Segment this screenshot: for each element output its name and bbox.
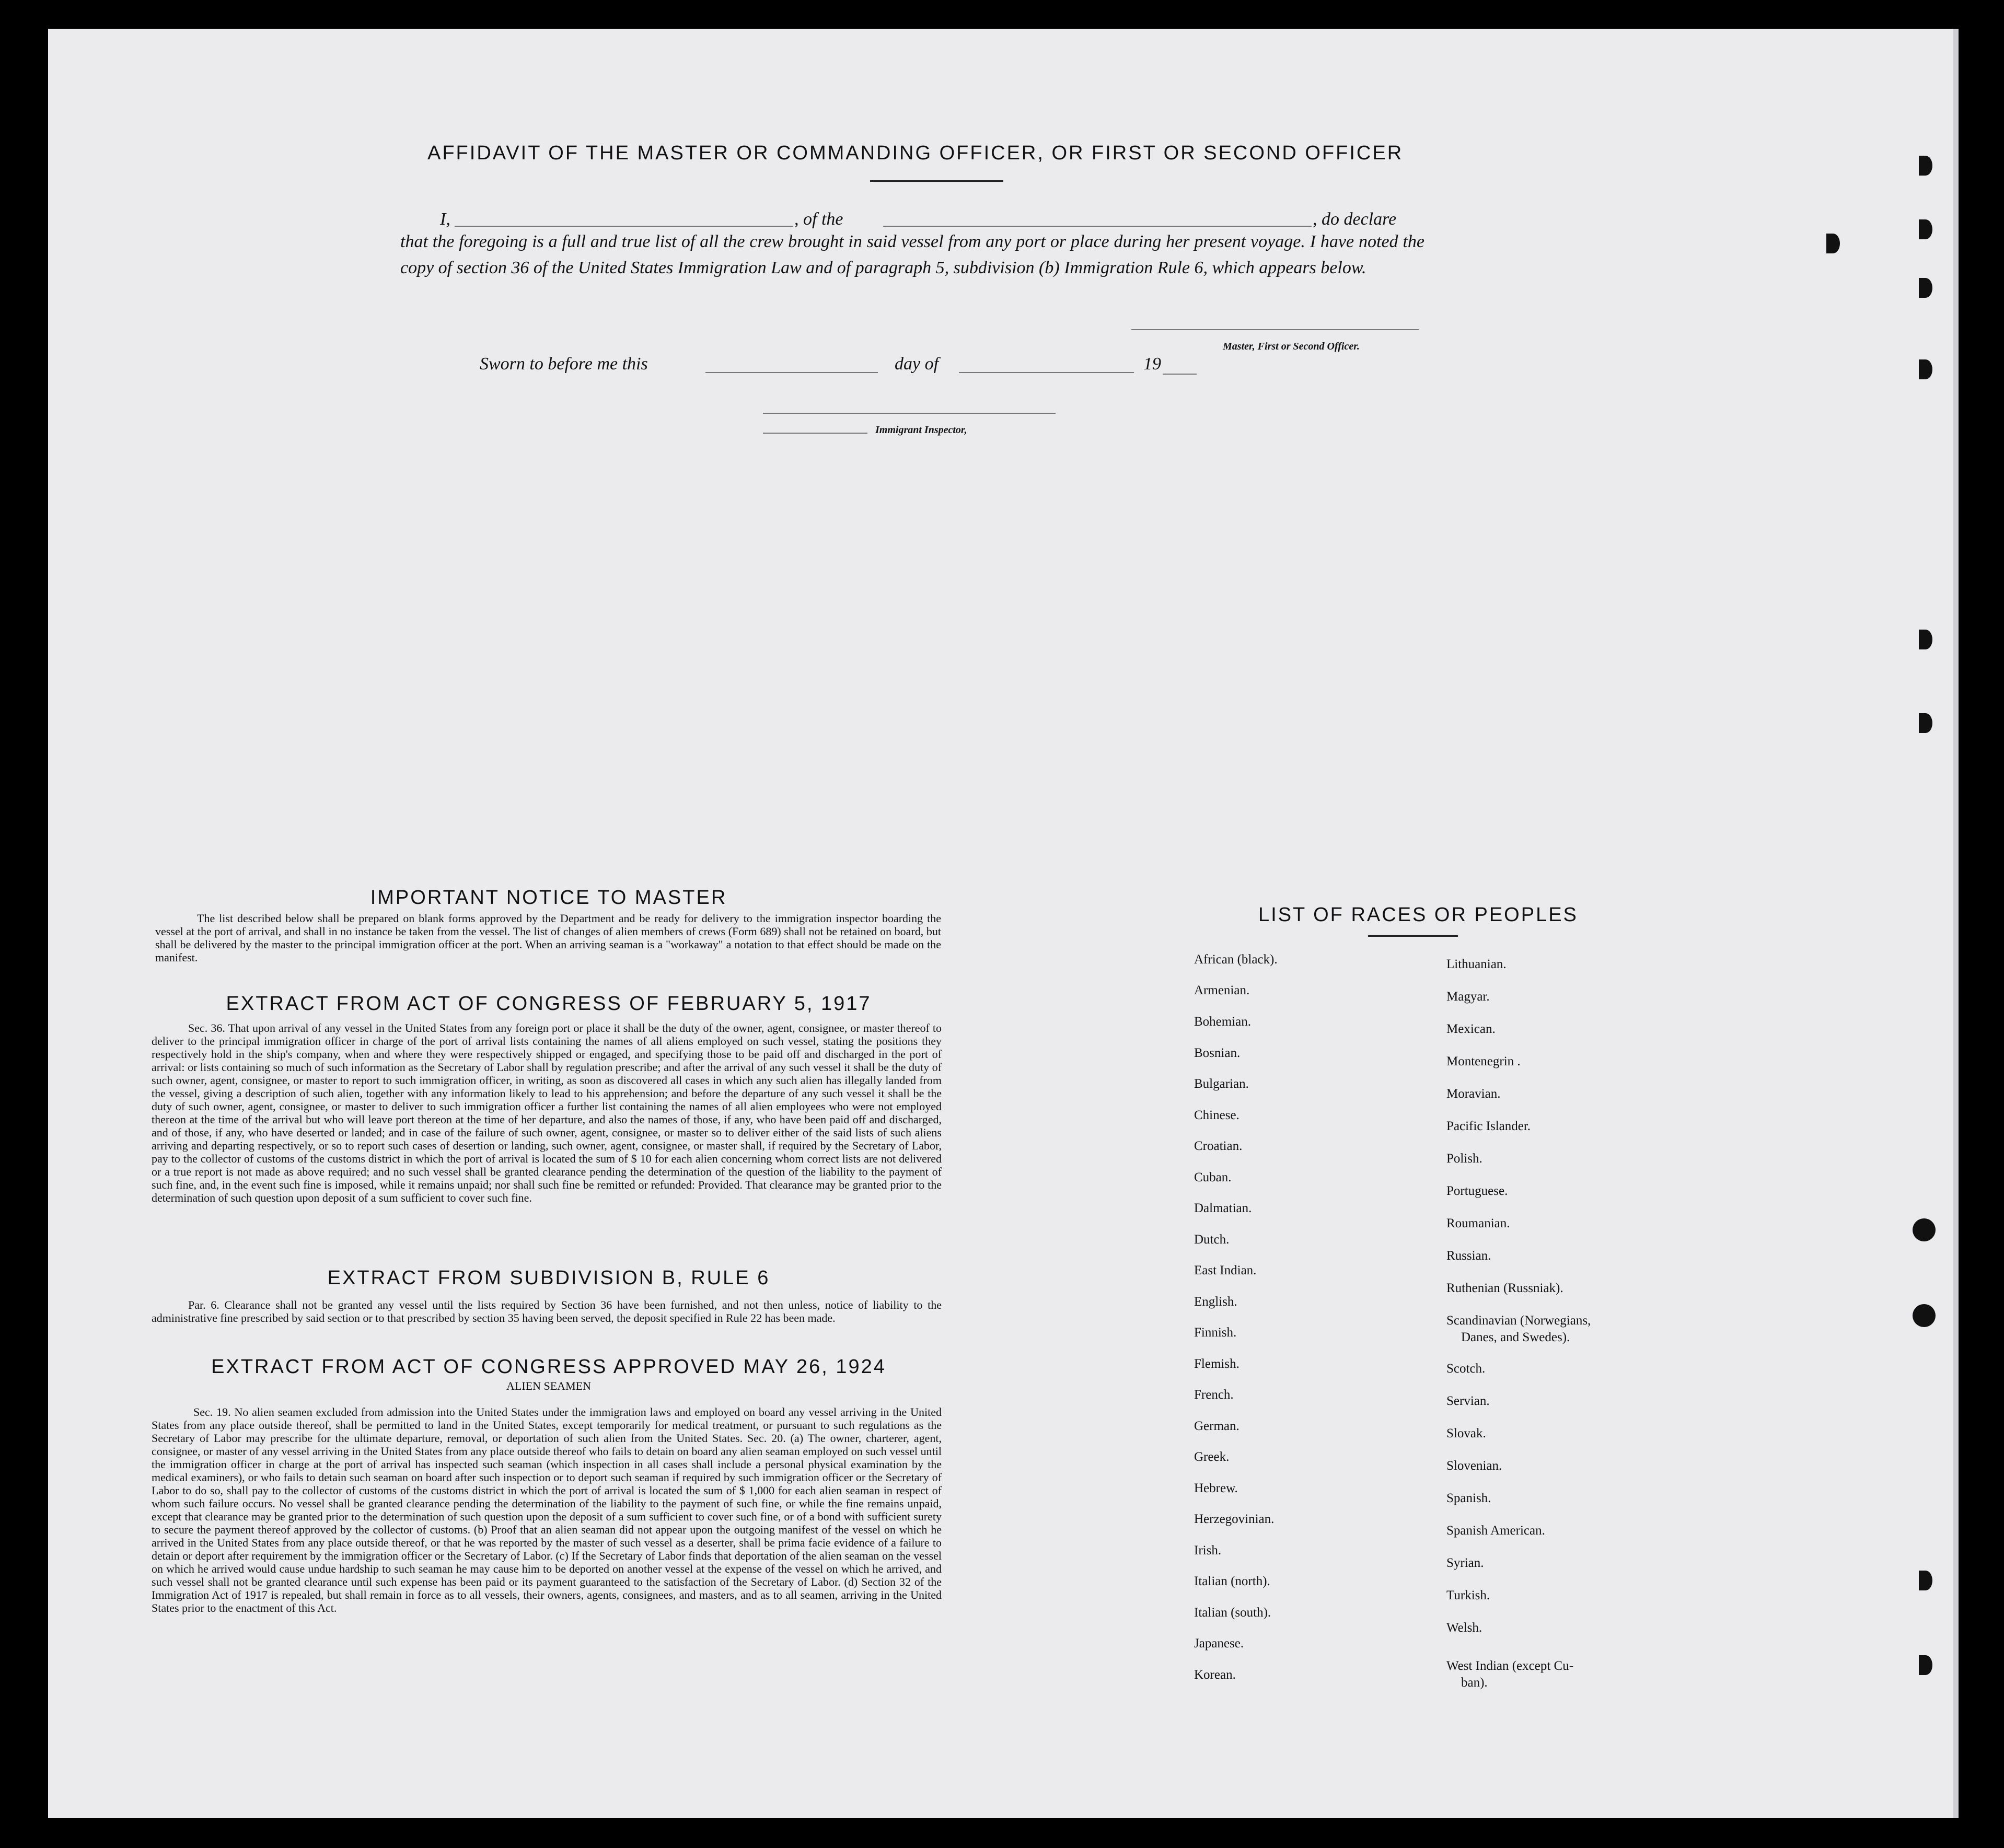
signature-blank-line[interactable]	[1131, 329, 1419, 330]
inspector-prefix-line	[763, 433, 867, 434]
race-item: Turkish.	[1446, 1588, 1490, 1602]
race-item: Scotch.	[1446, 1362, 1486, 1376]
race-item: Welsh.	[1446, 1621, 1482, 1635]
subdivision-text: Par. 6. Clearance shall not be granted any vessel until the lists required by Section 36 have been furnished, and not then unless, notice of liability to the administrative fine prescribed by said section or to that prescribed by section 35 having been served, the deposit specified in Rule 22 has been made.	[152, 1298, 942, 1324]
extract-1917-text: Sec. 36. That upon arrival of any vessel in the United States from any foreign port or place it shall be the duty of the owner, agent, consignee, or master thereof to deliver to the principal immigration officer in charge of the port of arrival lists containing the names of all aliens employed on such vessel, stating the positions they respectively hold in the ship's company, when and where they were respectively shipped or engaged, and specifying those to be paid off and discharged in the port of arrival: or lists containing so much of such information as the Secretary of Labor shall by regulation prescribe; and after the arrival of any such vessel it shall be the duty of such owner, agent, consignee, or master to report to such immigration officer, in writing, as soon as discovered all cases in which any such alien has illegally landed from the vessel, giving a description of such alien, together with any information likely to lead to his apprehension; and before the departure of any such vessel it shall be the duty of such owner, agent, consignee, or master to deliver to such immigration officer a further list containing the names of all alien employees who were not employed thereon at the time of the arrival but who will leave port thereon at the time of her departure, and also the names of those, if any, who have been paid off and discharged, and of those, if any, who have deserted or landed; and in case of the failure of such owner, agent, consignee, or master so to deliver either of the said lists of such aliens arriving and departing respectively, or so to report such cases of desertion or landing, such owner, agent, consignee, or master shall, if required by the Secretary of Labor, pay to the collector of customs of the customs district in which the port of arrival is located the sum of $ 10 for each alien concerning whom correct lists are not delivered or a true report is not made as above required; and no such vessel shall be granted clearance pending the determination of the question of the liability to the payment of such fine, and, in the event such fine is imposed, while it remains unpaid; nor shall such fine be remitted or refunded: Provided. That clearance may be granted prior to the determination of such question upon deposit of a sum sufficient to cover such fine.	[152, 1021, 942, 1204]
race-item: Montenegrin .	[1446, 1054, 1521, 1068]
binder-hole-icon	[1919, 1571, 1932, 1590]
races-title: LIST OF RACES OR PEOPLES	[1258, 904, 1578, 926]
race-item: Lithuanian.	[1446, 957, 1507, 971]
race-item: Chinese.	[1194, 1108, 1240, 1122]
binder-hole-icon	[1919, 278, 1932, 298]
extract-1917-title: EXTRACT FROM ACT OF CONGRESS OF FEBRUARY 5, 1917	[226, 993, 872, 1015]
race-item: Syrian.	[1446, 1556, 1484, 1570]
race-item: East Indian.	[1194, 1263, 1257, 1277]
race-item-continued: Danes, and Swedes).	[1461, 1330, 1570, 1344]
affidavit-title: AFFIDAVIT OF THE MASTER OR COMMANDING OFFICER, OR FIRST OR SECOND OFFICER	[427, 142, 1404, 164]
race-item: Japanese.	[1194, 1636, 1244, 1651]
race-item: English.	[1194, 1295, 1237, 1309]
race-item: Flemish.	[1194, 1357, 1240, 1371]
binder-hole-icon	[1919, 219, 1932, 239]
race-item: Spanish.	[1446, 1491, 1491, 1505]
race-item: Polish.	[1446, 1152, 1482, 1166]
name-blank-line[interactable]	[455, 226, 793, 227]
race-item: German.	[1194, 1419, 1240, 1433]
race-item: Irish.	[1194, 1543, 1222, 1558]
race-item: Roumanian.	[1446, 1216, 1510, 1230]
affidavit-declare: , do declare	[1313, 210, 1397, 229]
race-item: Greek.	[1194, 1450, 1230, 1464]
race-item: Spanish American.	[1446, 1524, 1545, 1538]
race-item: Herzegovinian.	[1194, 1512, 1275, 1526]
race-item: Ruthenian (Russniak).	[1446, 1281, 1563, 1295]
race-item: Dutch.	[1194, 1233, 1230, 1247]
binder-hole-icon	[1826, 234, 1840, 253]
race-item: Scandinavian (Norwegians,	[1446, 1314, 1591, 1328]
inspector-blank-line[interactable]	[763, 413, 1056, 414]
binder-hole-icon	[1919, 359, 1932, 379]
race-item: Armenian.	[1194, 983, 1250, 997]
binder-hole-icon	[1919, 156, 1932, 176]
signature-label: Master, First or Second Officer.	[1223, 341, 1360, 352]
race-item: Dalmatian.	[1194, 1201, 1252, 1215]
race-item: Pacific Islander.	[1446, 1119, 1531, 1133]
binder-hole-icon	[1919, 713, 1932, 733]
race-item: Italian (north).	[1194, 1574, 1270, 1588]
subdivision-title: EXTRACT FROM SUBDIVISION B, RULE 6	[327, 1267, 770, 1289]
notice-title: IMPORTANT NOTICE TO MASTER	[370, 887, 727, 909]
year-prefix: 19	[1143, 354, 1161, 374]
race-item: French.	[1194, 1388, 1234, 1402]
race-item: West Indian (except Cu-	[1446, 1659, 1574, 1673]
extract-1924-subtitle: ALIEN SEAMEN	[506, 1379, 591, 1392]
affidavit-i: I,	[440, 210, 450, 229]
binder-hole-icon	[1919, 630, 1932, 649]
extract-1924-title: EXTRACT FROM ACT OF CONGRESS APPROVED MAY 26, 1924	[211, 1356, 886, 1378]
race-item: Slovenian.	[1446, 1459, 1502, 1473]
title-underline	[870, 180, 1003, 182]
race-item: Finnish.	[1194, 1326, 1237, 1340]
race-item: Russian.	[1446, 1249, 1491, 1263]
vessel-blank-line[interactable]	[883, 226, 1312, 227]
race-item: Korean.	[1194, 1668, 1236, 1682]
binder-hole-icon	[1913, 1218, 1936, 1241]
race-item: Cuban.	[1194, 1170, 1232, 1184]
race-item: Bulgarian.	[1194, 1077, 1249, 1091]
race-item-continued: ban).	[1461, 1676, 1488, 1690]
binder-hole-icon	[1913, 1304, 1936, 1327]
race-item: Servian.	[1446, 1394, 1490, 1408]
race-item: Hebrew.	[1194, 1481, 1238, 1495]
sworn-month-blank[interactable]	[959, 372, 1134, 373]
sworn-label: Sworn to before me this	[480, 354, 648, 374]
race-item: Italian (south).	[1194, 1606, 1271, 1620]
race-item: Moravian.	[1446, 1087, 1501, 1101]
year-blank[interactable]	[1163, 374, 1197, 375]
affidavit-body: that the foregoing is a full and true list of all the crew brought in said vessel from any port or place during her present voyage. I have noted the copy of section 36 of the United States Immigration Law and of paragraph 5, subdivision (b) Immigration Rule 6, which appears below.	[400, 232, 1424, 277]
race-item: Bosnian.	[1194, 1046, 1241, 1060]
race-item: Slovak.	[1446, 1426, 1486, 1440]
race-item: Portuguese.	[1446, 1184, 1508, 1198]
race-item: Croatian.	[1194, 1139, 1243, 1153]
binder-hole-icon	[1919, 1655, 1932, 1675]
notice-text: The list described below shall be prepared on blank forms approved by the Department and be ready for delivery to the immigration inspector boarding the vessel at the port of arrival, and shall in no instance be taken from the vessel. The list of changes of alien members of crews (Form 689) shall not be retained on board, but shall be delivered by the master to the principal immigration officer at the port. When an arriving seaman is a "workaway" a notation to that effect should be made on the manifest.	[155, 912, 941, 964]
race-item: Bohemian.	[1194, 1015, 1252, 1029]
races-underline	[1368, 935, 1458, 937]
race-item: Mexican.	[1446, 1022, 1496, 1036]
affidavit-of-the: , of the	[794, 210, 843, 229]
race-item: Magyar.	[1446, 990, 1490, 1004]
sworn-day-blank[interactable]	[705, 372, 878, 373]
race-item: African (black).	[1194, 952, 1278, 967]
day-of-label: day of	[895, 354, 939, 374]
inspector-label: Immigrant Inspector,	[875, 424, 967, 436]
extract-1924-text: Sec. 19. No alien seamen excluded from admission into the United States under the immigration laws and employed on board any vessel arriving in the United States from any place outside thereof, shall be permitted to land in the United States, except temporarily for medical treatment, or pursuant to such regulations as the Secretary of Labor may prescribe for the ultimate departure, removal, or deportation of such alien from the United States. Sec. 20. (a) The owner, charterer, agent, consignee, or master of any vessel arriving in the United States from any place outside thereof who fails to detain on board any alien seaman employed on such vessel until the immigration officer in charge at the port of arrival has inspected such seaman (which inspection in all cases shall include a personal physical examination by the medical examiners), or who fails to detain such seaman on board after such inspection or to deport such seaman if required by such immigration officer or the Secretary of Labor to do so, shall pay to the collector of customs of the customs district in which the port of arrival is located the sum of $ 1,000 for each alien seaman in respect of whom such failure occurs. No vessel shall be granted clearance pending the determination of the liability to the payment of such fine, or while the fine remains unpaid, except that clearance may be granted prior to the determination of such question upon the deposit of a sum sufficient to cover such fine, or of a bond with sufficient surety to secure the payment thereof approved by the collector of customs. (b) Proof that an alien seaman did not appear upon the outgoing manifest of the vessel on which he arrived in the United States from any place outside thereof, or that he was reported by the master of such vessel as a deserter, shall be prima facie evidence of a failure to detain or deport after requirement by the immigration officer or the Secretary of Labor. (c) If the Secretary of Labor finds that deportation of the alien seaman on the vessel on which he arrived would cause undue hardship to such seaman he may cause him to be deported on another vessel at the expense of the vessel on which he arrived, and such vessel shall not be granted clearance until such expense has been paid or its payment guaranteed to the satisfaction of the Secretary of Labor. (d) Section 32 of the Immigration Act of 1917 is repealed, but shall remain in force as to all vessels, their owners, agents, consignees, and masters, and as to all seamen, arriving in the United States prior to the enactment of this Act.	[152, 1405, 942, 1614]
